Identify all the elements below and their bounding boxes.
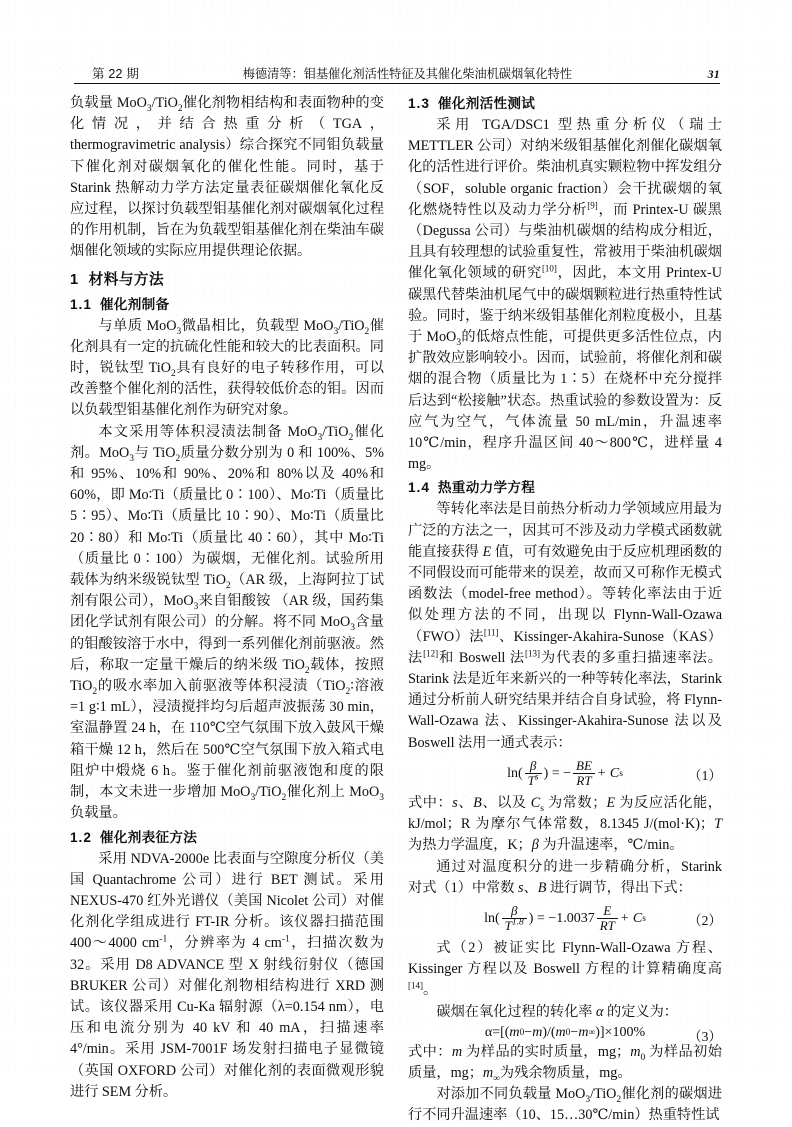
subscript: 3 <box>129 453 134 464</box>
text-run: /TiO <box>322 423 349 440</box>
text-run: 、以及 <box>481 794 531 811</box>
text-run: 催化剂。MoO <box>70 423 384 461</box>
text-run: α=[( <box>484 1024 510 1040</box>
subscript: 0 <box>640 1052 646 1063</box>
running-header <box>74 60 720 82</box>
equation-number: （3） <box>688 1028 722 1044</box>
subscript: 3 <box>585 1094 591 1105</box>
text-run: 通过对温度积分的进一步精确分析，Starink 对式（1）中常数 <box>408 858 722 896</box>
text-run: 式中： <box>408 794 453 811</box>
text-run: /TiO <box>255 784 282 801</box>
section-heading-1 <box>70 270 384 291</box>
text-run: /TiO <box>590 1086 617 1103</box>
math-variable: s <box>452 794 458 811</box>
section-heading-1-2 <box>70 827 384 848</box>
subscript: ∞ <box>493 1073 500 1084</box>
paragraph-1-4-a <box>408 499 722 753</box>
text-run: 来自钼酸铵 （AR 级，国药集团化学试剂有限公司）的分解。将不同 MoO <box>70 593 384 631</box>
text-run: 本文采用等体积浸渍法制备 MoO <box>98 423 318 440</box>
text-run: − <box>570 1024 579 1040</box>
header-rule <box>74 83 720 84</box>
equation-3-body: α=[( m 0 − m )/( m 0 − m ∞ )]×100% <box>484 1024 646 1040</box>
math-variable: T <box>527 773 535 789</box>
right-column <box>408 93 722 1127</box>
text-run: 具有良好的电子转移作用，可以改善整个催化剂的活性，获得较低价态的钼。因而以负载型钼基催化剂作为研究对象。 <box>70 360 384 419</box>
math-variable: T <box>504 918 512 934</box>
fraction-denominator <box>525 773 542 788</box>
text-run: （AR 级，上海阿拉丁试剂有限公司），MoO <box>70 572 384 610</box>
math-variable: C <box>530 794 541 811</box>
section-number: 1.1 <box>70 296 92 312</box>
math-variable: BE <box>576 758 592 774</box>
subscript: 3 <box>379 792 384 803</box>
text-run: 的定义为： <box>603 1003 678 1020</box>
text-run: 与单质 MoO <box>98 317 177 334</box>
text-run: ln( <box>484 910 500 926</box>
math-variable: β <box>510 903 518 919</box>
text-run: 进行调节，得出下式： <box>546 879 692 896</box>
text-run: 采用 TGA/DSC1 型热重分析仪（瑞士 METTLER 公司）对纳米级钼基催化剂催化碳烟氧化的活性进行评价。柴油机真实颗粒物中挥发组分（SOF，soluble organic fraction）会干扰碳烟的氧化燃烧特性以及动力学分析 <box>408 117 722 218</box>
subscript: s <box>540 803 544 814</box>
running-title: 梅德清等：钼基催化剂活性特征及其催化柴油机碳烟氧化特性 <box>242 67 572 81</box>
text-run: ，因此，本文用 Printex-U 碳黑代替柴油机尾气中的碳烟颗粒进行热重特性试验。同时，鉴于纳米级钼基催化剂粒度极小，且基于 MoO <box>408 265 722 346</box>
citation-marker: [13] <box>525 648 541 659</box>
section-title: 热重动力学方程 <box>437 480 536 496</box>
text-run: 。 <box>423 982 438 999</box>
superscript: 1.8 <box>511 918 524 929</box>
fraction-BE-over-RT <box>573 759 595 788</box>
text-run: 和 Boswell 法 <box>438 649 526 666</box>
text-run: 为残余物质量，mg。 <box>499 1064 632 1081</box>
text-run: 与 TiO <box>134 444 176 461</box>
section-title: 催化剂表征方法 <box>99 829 198 845</box>
text-run: 载体，按照 TiO <box>70 656 384 695</box>
fraction-denominator <box>502 918 527 933</box>
text-run: 为样品初始质量，mg； <box>408 1043 722 1081</box>
equation-number: （2） <box>688 912 722 928</box>
text-run: 的吸水率加入前驱液等体积浸渍（TiO <box>97 678 346 695</box>
text-run: 为样品的实时质量，mg； <box>462 1043 631 1060</box>
math-variable: + C <box>619 910 643 926</box>
text-run: 、Kissinger-Akahira-Sunose（KAS）法 <box>408 628 722 666</box>
citation-marker: [11] <box>483 626 499 637</box>
paragraph-equation-1-definitions <box>408 793 722 857</box>
citation-marker: [12] <box>423 648 439 659</box>
math-variable: E <box>603 903 612 919</box>
subscript: 2 <box>92 686 98 697</box>
equation-2 <box>408 904 722 934</box>
math-variable: m <box>578 1024 589 1040</box>
text-run: 负载量 MoO <box>70 95 147 111</box>
subscript: 2 <box>616 1094 622 1105</box>
subscript: 2 <box>177 103 183 114</box>
subscript: 3 <box>146 103 152 114</box>
paragraph-alpha-intro <box>408 1002 722 1023</box>
section-title: 催化剂活性测试 <box>437 96 536 111</box>
text-run: ) = −1.0037 <box>528 910 595 926</box>
paragraph-1-1-b <box>70 422 384 825</box>
subscript: 3 <box>456 337 462 348</box>
math-variable: m <box>482 1064 494 1081</box>
fraction-E-over-RT <box>597 904 618 933</box>
section-heading-1-4 <box>408 477 722 498</box>
citation-marker: [10] <box>541 263 557 274</box>
text-run: 催化剂具有一定的抗硫化性能和较大的比表面积。同时，锐钛型 TiO <box>70 317 384 377</box>
page-number: 31 <box>707 67 720 81</box>
body-columns <box>70 93 722 1127</box>
text-run: 为热力学温度，K； <box>408 837 532 854</box>
paragraph-equation-3-definitions <box>408 1042 722 1084</box>
subscript: 2 <box>175 453 181 464</box>
left-column <box>70 93 384 1127</box>
text-run: 催化剂物相结构和表面物种的变化情况，并结合热重分析（TGA，thermogravimetric analysis）综合探究不同钼负载量下催化剂对碳烟氧化的催化性能。同时，基于 Starink 热解动力学方法定量表征碳烟催化氧化反应过程，以探讨负载型钼基催化剂对碳烟氧化过程的作用机制，旨在为负载型钼基催化剂在柴油车碳烟催化领域的实际应用提供理论依据。 <box>70 95 384 260</box>
text-run: 采用 NDVA-2000e 比表面与空隙度分析仪（美国 Quantachrome 公司）进行 BET 测试。采用 NEXUS-470 红外光谱仪（美国 Nicolet 公司）对催化剂化学组成进行 FT-IR 分析。该仪器扫描范围 400～4000 cm <box>70 850 384 952</box>
math-variable: + C <box>596 765 620 781</box>
paragraph-1-1-a <box>70 316 384 422</box>
math-variable: β <box>531 837 539 854</box>
text-run: 为反应活化能，kJ/mol；R 为摩尔气体常数，8.1345 J/(mol·K)； <box>408 794 722 833</box>
text-run: 碳烟在氧化过程的转化率 <box>436 1003 597 1020</box>
text-run: 对添加不同负载量 MoO <box>436 1086 586 1103</box>
subscript: 2 <box>345 686 351 697</box>
paragraph-1-2 <box>70 849 384 1103</box>
superscript: s <box>534 773 539 784</box>
paragraph-equation-2-note <box>408 938 722 1002</box>
fraction-beta-over-T18 <box>502 904 527 933</box>
equation-number: （1） <box>688 767 722 783</box>
fraction-beta-over-T <box>525 759 542 788</box>
text-run: 值，可有效避免由于反应机理函数的不同假设而可能带来的误差，故而又可称作无模式函数法（model-free method）。等转化率法由于近似处理方法的不同，出现以 Flynn-Wall-Ozawa（FWO）法 <box>408 543 722 645</box>
math-variable: E <box>606 794 616 811</box>
section-number: 1.3 <box>408 96 430 111</box>
math-variable: m <box>509 1024 520 1040</box>
superscript: -1 <box>159 934 168 945</box>
subscript: 2 <box>281 792 287 803</box>
text-run: )/( <box>542 1024 556 1040</box>
section-title: 催化剂制备 <box>99 296 170 312</box>
text-run: 负载量。 <box>70 805 127 822</box>
text-run: 为代表的多重扫描速率法。Starink 法是近年来新兴的一种等转化率法，Starink 通过分析前人研究结果并结合自身试验，将 Flynn-Wall-Ozawa 法、Kissinger-Akahira-Sunose 法以及 Boswell 法用一通式表示： <box>408 649 722 751</box>
equation-2-body: ln( $\frac{\beta}{T^{1.8}}$ ) = −1.0037 $\frac{E}{RT}$ + C s <box>484 903 646 934</box>
text-run: ，分辨率为 4 cm <box>167 935 282 952</box>
text-run: ∶溶液=1 g∶1 mL），浸渍搅拌均匀后超声波振荡 30 min，室温静置 24 h，在 110℃空气氛围下放入鼓风干燥箱干燥 12 h，然后在 500℃空气氛围下放入箱式电阻炉中煅烧 6 h。鉴于催化剂前驱液饱和度的限制，本文未进一步增加 MoO <box>70 678 384 801</box>
issue-number: 第 22 期 <box>92 67 140 81</box>
text-run: 质量分数分别为 0 和 100%、5% 和 95%、10%和 90%、20%和 80%以及 40%和 60%，即 Mo∶Ti（质量比 0∶100）、Mo∶Ti（质量比 5∶95）、Mo∶Ti（质量比 10∶90）、Mo∶Ti（质量比 20∶80）和 Mo∶Ti（质量比 40∶60），其中 Mo∶Ti（质量比 0∶100）为碳烟，无催化剂。试验所用载体为纳米级锐钛型 TiO <box>70 444 384 589</box>
text-run: ) = − <box>543 765 572 781</box>
text-run: − <box>524 1024 533 1040</box>
paragraph-1-3 <box>408 115 722 475</box>
text-run: 、 <box>457 794 474 811</box>
text-run: 式中： <box>408 1043 452 1060</box>
text-run: 为常数； <box>543 794 607 811</box>
subscript: 2 <box>364 326 370 337</box>
math-variable: RT <box>573 773 594 788</box>
math-variable: B <box>473 794 482 811</box>
subscript: 2 <box>304 665 310 676</box>
text-run: ，扫描次数为 32。采用 D8 ADVANCE 型 X 射线衍射仪（德国 BRUKER 公司）对催化剂物相结构进行 XRD 测试。该仪器采用 Cu-Ka 辐射源（λ=0.154 nm），电压和电流分别为 40 kV 和 40 mA，扫描速率 4°/min。采用 JSM-7001F 场发射扫描电子显微镜（英国 OXFORD 公司）对催化剂的表面微观形貌进行 SEM 分析。 <box>70 935 384 1100</box>
text-run: 的低熔点性能，可提供更多活性位点，内扩散效应影响较小。因而，试验前，将催化剂和碳烟的混合物（质量比为 1∶5）在烧杯中充分搅拌后达到“松接触”状态。热重试验的参数设置为：反应气为空气，气体流量 50 mL/min，升温速率 10℃/min，程序升温区间 40～800℃，进样量 4 mg。 <box>408 329 722 473</box>
section-number: 1 <box>70 271 79 288</box>
section-number: 1.4 <box>408 480 430 496</box>
subscript: 3 <box>350 623 355 634</box>
text-run: 为升温速率，℃/min。 <box>538 837 684 854</box>
paragraph-1-4-b <box>408 857 722 899</box>
text-run: 、 <box>523 879 538 896</box>
text-run: )]×100% <box>595 1024 646 1040</box>
text-run: 微晶相比，负载型 MoO <box>181 317 334 334</box>
subscript: 2 <box>170 368 176 379</box>
math-variable: s <box>517 879 524 896</box>
subscript: 2 <box>348 432 354 443</box>
section-heading-1-1 <box>70 294 384 315</box>
math-variable: α <box>596 1003 604 1020</box>
text-run: 等转化率法是目前热分析动力学领域应用最为广泛的方法之一，因其可不涉及动力学模式函数就能直接获得 <box>408 501 722 560</box>
text-run: ，而 Printex-U 碳黑（Degussa 公司）与柴油机碳烟的结构成分相近，且具有较理想的试验重复性，常被用于柴油机碳烟催化氧化领域的研究 <box>408 201 722 282</box>
text-run: ln( <box>507 765 523 781</box>
equation-1-body: ln( $\frac{\beta}{T^s}$ ) = − $\frac{BE}{RT}$ + C s <box>507 758 623 789</box>
text-run: 催化剂的碳烟进行不同升温速率（10、15…30℃/min）热重特性试 <box>408 1086 722 1124</box>
paragraph-last <box>408 1084 722 1126</box>
text-run: 催化剂上 MoO <box>286 784 380 801</box>
equation-3 <box>408 1024 722 1044</box>
text-run: /TiO <box>151 95 178 111</box>
section-title: 材料与方法 <box>88 271 165 288</box>
math-variable: β <box>529 758 537 774</box>
subscript: 2 <box>225 580 231 591</box>
equation-1 <box>408 759 722 789</box>
paragraph-intro-continued <box>70 93 384 263</box>
subscript: 3 <box>250 792 256 803</box>
math-variable: m <box>451 1043 463 1060</box>
subscript: 3 <box>176 326 182 337</box>
citation-marker: [9] <box>587 200 598 211</box>
math-variable: RT <box>597 918 618 933</box>
math-variable: E <box>482 543 492 560</box>
math-variable: T <box>714 816 722 833</box>
math-variable: m <box>555 1024 566 1040</box>
text-run: /TiO <box>338 317 365 334</box>
text-run: 式（2）被证实比 Flynn-Wall-Ozawa 方程、Kissinger 方程以及 Boswell 方程的计算精确度高 <box>408 939 722 978</box>
math-variable: B <box>537 879 547 896</box>
section-heading-1-3 <box>408 93 722 114</box>
text-run: 含量的钼酸铵溶于水中，得到一系列催化剂前驱液。然后，称取一定量干燥后的纳米级 TiO <box>70 614 384 673</box>
math-variable: m <box>532 1024 543 1040</box>
citation-marker: [14] <box>408 980 423 991</box>
superscript: -1 <box>281 934 290 945</box>
section-number: 1.2 <box>70 829 92 845</box>
subscript: 3 <box>193 602 199 613</box>
subscript: 3 <box>317 432 323 443</box>
math-variable: m <box>630 1043 641 1060</box>
subscript: 3 <box>333 326 339 337</box>
